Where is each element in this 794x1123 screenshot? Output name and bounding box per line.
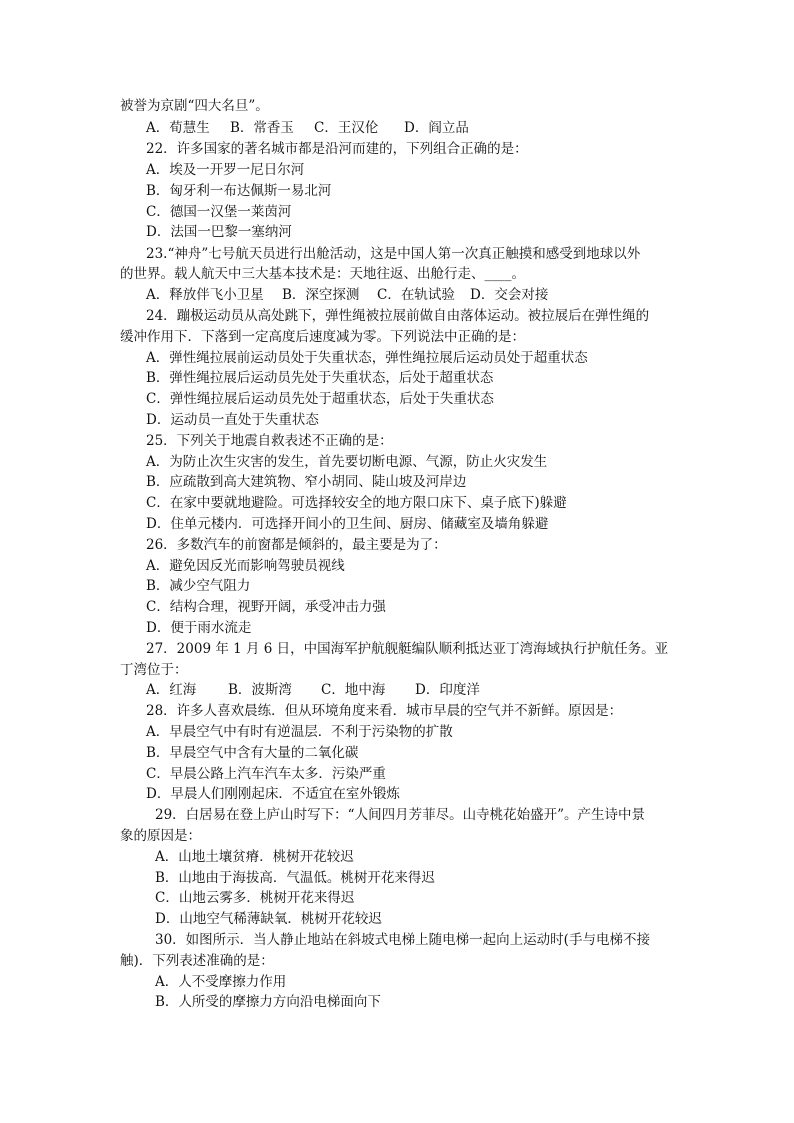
- option-a: A．弹性绳拉展前运动员处于失重状态，弹性绳拉展后运动员处于超重状态: [146, 350, 588, 366]
- option-a: A．埃及一开罗一尼日尔河: [146, 162, 305, 178]
- option-d: D．山地空气稀薄缺氧．桃树开花较迟: [155, 911, 382, 927]
- options-row-q23: [146, 285, 548, 305]
- question-25: 25．下列关于地震自救表述不正确的是：: [146, 433, 393, 449]
- option-b: B．匈牙利一布达佩斯一易北河: [146, 183, 332, 199]
- option-d: D．便于雨水流走: [146, 620, 252, 636]
- option-a: A．为防止次生灾害的发生，首先要切断电源、气源，防止火灾发生: [146, 454, 548, 470]
- question-27: 27．2009 年 1 月 6 日，中国海军护航舰艇编队顺利抵达亚丁湾海域执行护航任务。亚: [146, 641, 669, 657]
- question-23: 23.“神舟”七号航天员进行出舱活动，这是中国人第一次真正触摸和感受到地球以外: [146, 246, 641, 262]
- option-a: A．荀慧生: [146, 120, 210, 136]
- option-b: B．深空探测: [282, 287, 360, 303]
- option-d: D．法国一巴黎一塞纳河: [146, 224, 292, 240]
- option-c: C．地中海: [321, 682, 386, 698]
- option-a: A．早晨空气中有时有逆温层．不利于污染物的扩散: [146, 724, 453, 740]
- option-d: D．住单元楼内．可选择开间小的卫生间、厨房、储藏室及墙角躲避: [146, 516, 549, 532]
- option-c: C．在轨试验: [377, 287, 455, 303]
- option-c: C．山地云雾多．桃树开花来得迟: [155, 890, 355, 906]
- question-26: 26．多数汽车的前窗都是倾斜的，最主要是为了：: [146, 537, 447, 553]
- option-b: B．常香玉: [230, 120, 294, 136]
- option-a: A．避免因反光而影响驾驶员视线: [146, 558, 345, 574]
- option-c: C．弹性绳拉展后运动员先处于超重状态，后处于失重状态: [146, 391, 494, 407]
- option-b: B．弹性绳拉展后运动员先处于失重状态，后处于超重状态: [146, 370, 494, 386]
- option-b: B．人所受的摩擦力方向沿电梯面向下: [155, 994, 381, 1010]
- text-line: 象的原因是：: [120, 828, 201, 844]
- option-a: A．释放伴飞小卫星: [146, 287, 264, 303]
- question-28: 28．许多人喜欢晨练．但从环境角度来看．城市早晨的空气并不新鲜。原因是：: [146, 703, 623, 719]
- text-line: 触)．下列表述准确的是：: [120, 953, 274, 969]
- option-b: B．山地由于海拔高．气温低。桃树开花来得迟: [155, 870, 435, 886]
- text-line: 丁湾位于：: [120, 662, 188, 678]
- option-d: D．印度洋: [415, 682, 480, 698]
- text-line: 缓冲作用下．下落到一定高度后速度减为零。下列说法中正确的是：: [120, 329, 525, 345]
- option-c: C．结构合理，视野开阔，承受冲击力强: [146, 599, 386, 615]
- option-c: C．早晨公路上汽车汽车太多．污染严重: [146, 766, 386, 782]
- option-b: B．早晨空气中含有大量的二氧化碳: [146, 745, 359, 761]
- text-line: 被誉为京剧“四大名旦”。: [120, 98, 269, 114]
- option-a: A．山地土壤贫瘠．桃树开花较迟: [155, 849, 354, 865]
- option-b: B．应疏散到高大建筑物、窄小胡同、陡山坡及河岸边: [146, 474, 467, 490]
- option-c: C．德国一汉堡一莱茵河: [146, 204, 292, 220]
- option-b: B．波斯湾: [228, 682, 292, 698]
- text-line: 的世界。载人航天中三大基本技术是：天地往返、出舱行走、____。: [120, 266, 525, 282]
- options-row-q27: [146, 680, 480, 700]
- question-24: 24．蹦极运动员从高处跳下，弹性绳被拉展前做自由落体运动。被拉展后在弹性绳的: [146, 308, 650, 324]
- option-a: A．人不受摩擦力作用: [155, 974, 287, 990]
- option-d: D．阎立品: [404, 120, 469, 136]
- option-b: B．减少空气阻力: [146, 578, 251, 594]
- option-d: D．运动员一直处于失重状态: [146, 412, 319, 428]
- question-29: 29．白居易在登上庐山时写下：“人间四月芳菲尽。山寺桃花始盛开”。产生诗中景: [155, 807, 645, 823]
- question-30: 30．如图所示．当人静止地站在斜坡式电梯上随电梯一起向上运动时(手与电梯不接: [155, 932, 650, 948]
- option-c: C．在家中要就地避险。可选择较安全的地方限口床下、桌子底下)躲避: [146, 495, 567, 511]
- option-d: D．交会对接: [470, 287, 549, 303]
- option-a: A．红海: [146, 682, 197, 698]
- option-d: D．早晨人们刚刚起床．不适宜在室外锻炼: [146, 786, 400, 802]
- question-22: 22．许多国家的著名城市都是沿河而建的，下列组合正确的是：: [146, 141, 528, 157]
- options-row-q21: [146, 118, 469, 138]
- option-c: C．王汉伦: [314, 120, 379, 136]
